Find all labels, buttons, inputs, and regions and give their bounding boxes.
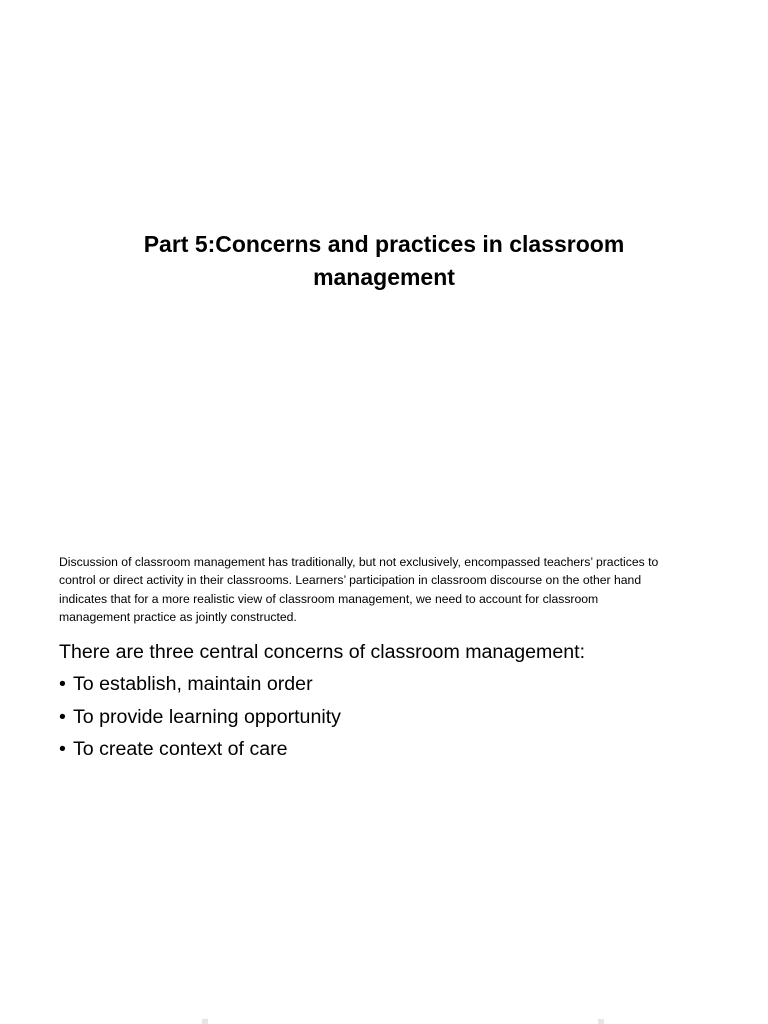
list-item-text: To create context of care: [73, 738, 288, 760]
page-edge-mark: [202, 1019, 208, 1024]
paragraph-line-1: Discussion of classroom management has traditionally, but not exclusively, encompassed teachers’ practices to: [59, 555, 659, 569]
list-item: [59, 735, 341, 768]
list-item: [59, 670, 341, 703]
list-item: [59, 703, 341, 736]
list-item-text: To provide learning opportunity: [73, 705, 341, 728]
bullet-icon: •: [59, 705, 66, 728]
slide-title-line-2: management: [313, 264, 455, 290]
list-item-text: To establish, maintain order: [73, 673, 313, 695]
paragraph-line-4: management practice as jointly constructed.: [59, 610, 297, 625]
paragraph-line-2: control or direct activity in their classrooms. Learners’ participation in classroom discourse on the other hand: [59, 573, 642, 588]
bullet-icon: •: [59, 673, 66, 695]
concerns-list: [59, 670, 341, 768]
paragraph-line-3: indicates that for a more realistic view of classroom management, we need to account for classroom: [59, 591, 599, 606]
discussion-paragraph: [59, 553, 729, 627]
page-edge-mark: [598, 1019, 604, 1024]
concerns-intro: There are three central concerns of classroom management:: [59, 641, 586, 663]
slide-title-line-1: Part 5:Concerns and practices in classroom: [143, 231, 625, 257]
bullet-icon: •: [59, 738, 66, 760]
slide-title: [70, 228, 698, 294]
